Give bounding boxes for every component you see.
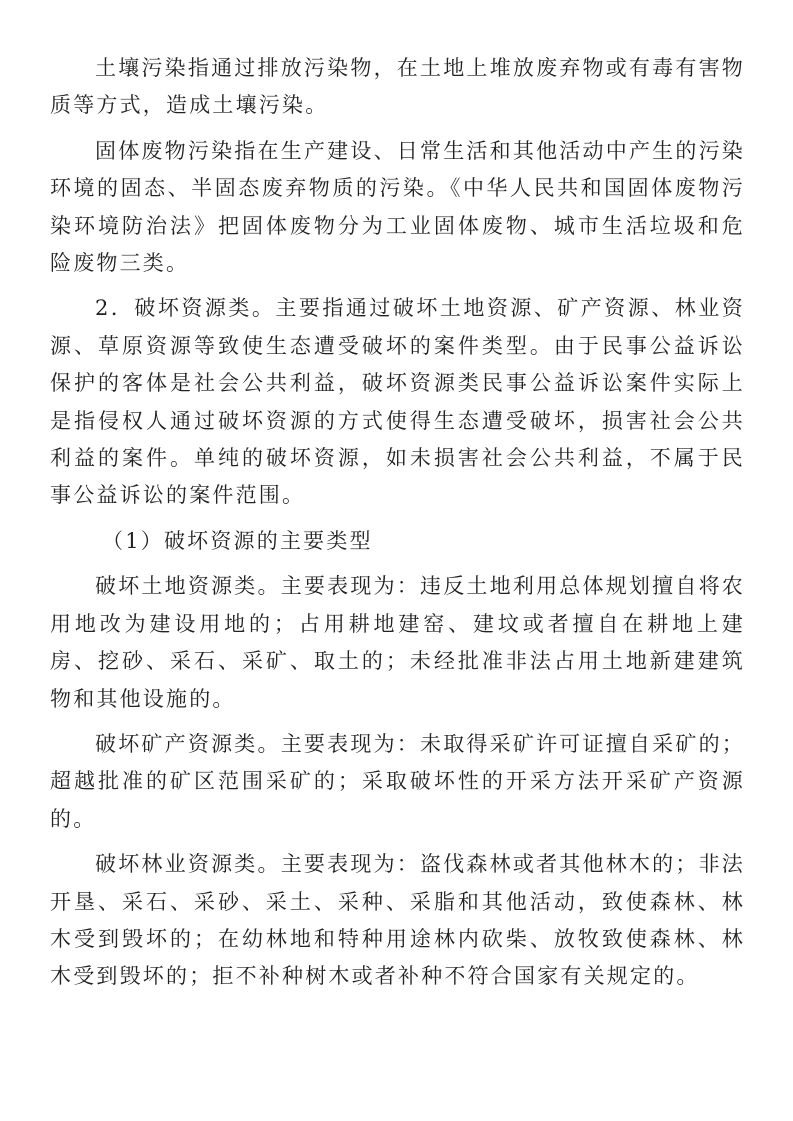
paragraph-resource-destruction: 2．破坏资源类。主要指通过破坏土地资源、矿产资源、林业资源、草原资源等致使生态遭受破坏的案件类型。由于民事公益诉讼保护的客体是社会公共利益，破坏资源类民事公益诉讼案件实际上是指侵权人通过破坏资源的方式使得生态遭受破坏，损害社会公共利益的案件。单纯的破坏资源，如未损害社会公共利益，不属于民事公益诉讼的案件范围。 (50, 296, 745, 508)
paragraph-solid-waste: 固体废物污染指在生产建设、日常生活和其他活动中产生的污染环境的固态、半固态废弃物质的污染。《中华人民共和国固体废物污染环境防治法》把固体废物分为工业固体废物、城市生活垃圾和危险废物三类。 (50, 138, 745, 276)
paragraph-land-resources: 破坏土地资源类。主要表现为：违反土地利用总体规划擅自将农用地改为建设用地的；占用耕地建窑、建坟或者擅自在耕地上建房、挖砂、采石、采矿、取土的；未经批准非法占用土地新建建筑物和其他设施的。 (50, 574, 745, 711)
paragraph-mineral-resources: 破坏矿产资源类。主要表现为：未取得采矿许可证擅自采矿的；超越批准的矿区范围采矿的；采取破坏性的开采方法开采矿产资源的。 (50, 731, 745, 831)
document-page (50, 50, 745, 1004)
section-heading-main-types: （1）破坏资源的主要类型 (102, 528, 373, 553)
paragraph-forest-resources: 破坏林业资源类。主要表现为：盗伐森林或者其他林木的；非法开垦、采石、采砂、采土、采种、采脂和其他活动，致使森林、林木受到毁坏的；在幼林地和特种用途林内砍柴、放牧致使森林、林木受到毁坏的；拒不补种树木或者补种不符合国家有关规定的。 (50, 852, 745, 989)
paragraph-soil-pollution: 土壤污染指通过排放污染物，在土地上堆放废弃物或有毒有害物质等方式，造成土壤污染。 (50, 56, 745, 118)
